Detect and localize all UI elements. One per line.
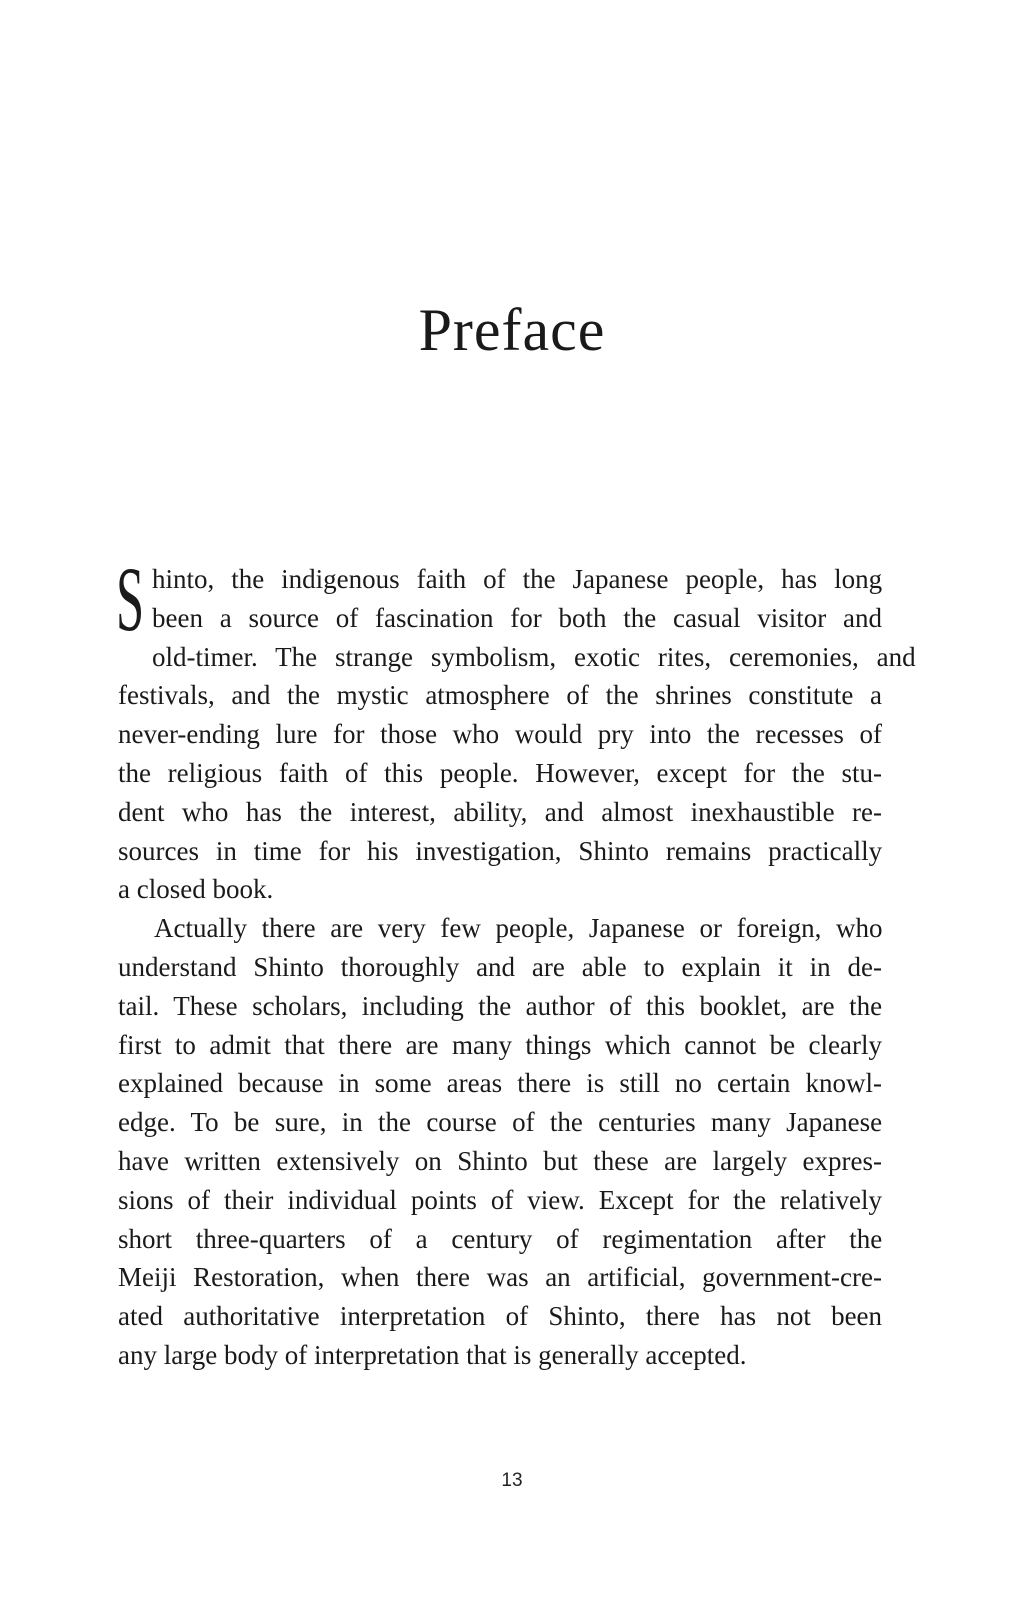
text-line: been a source of fascination for both the casual visitor and [152,602,882,633]
text-line: dent who has the interest, ability, and almost inexhaustible re- [118,796,882,827]
text-line: festivals, and the mystic atmosphere of the shrines constitute a [118,680,882,711]
text-line: understand Shinto thoroughly and are able to explain it in de- [118,951,882,982]
text-line: sources in time for his investigation, Shinto remains practically [118,835,883,866]
text-line: have written extensively on Shinto but these are largely expres- [118,1145,882,1176]
text-line: tail. These scholars, including the author of this booklet, are the [118,990,883,1021]
drop-cap: S [116,548,145,650]
text-line: Actually there are very few people, Japanese or foreign, who [154,913,883,944]
paragraph-1 [116,548,916,909]
text-line: edge. To be sure, in the course of the centuries many Japanese [118,1107,883,1138]
text-line: short three-quarters of a century of regimentation after the [118,1223,883,1254]
text-line: sions of their individual points of view. Except for the relatively [118,1184,882,1215]
paragraph-2 [118,909,882,1375]
text-line: first to admit that there are many things which cannot be clearly [118,1029,882,1060]
text-line: hinto, the indigenous faith of the Japanese people, has long [152,564,883,594]
text-line: old-timer. The strange symbolism, exotic rites, ceremonies, and [152,641,916,672]
preface-body [116,548,916,1375]
text-line: the religious faith of this people. However, except for the stu- [118,757,882,788]
text-line: never-ending lure for those who would pry into the recesses of [118,719,882,750]
text-line: Meiji Restoration, when there was an artificial, government-cre- [118,1262,882,1293]
text-line: a closed book. [118,874,274,905]
text-line: explained because in some areas there is still no certain knowl- [118,1068,882,1099]
page-number: 13 [501,1470,523,1491]
text-line: ated authoritative interpretation of Shinto, there has not been [118,1301,883,1332]
text-line: any large body of interpretation that is generally accepted. [118,1339,747,1370]
page-title: Preface [418,297,606,363]
